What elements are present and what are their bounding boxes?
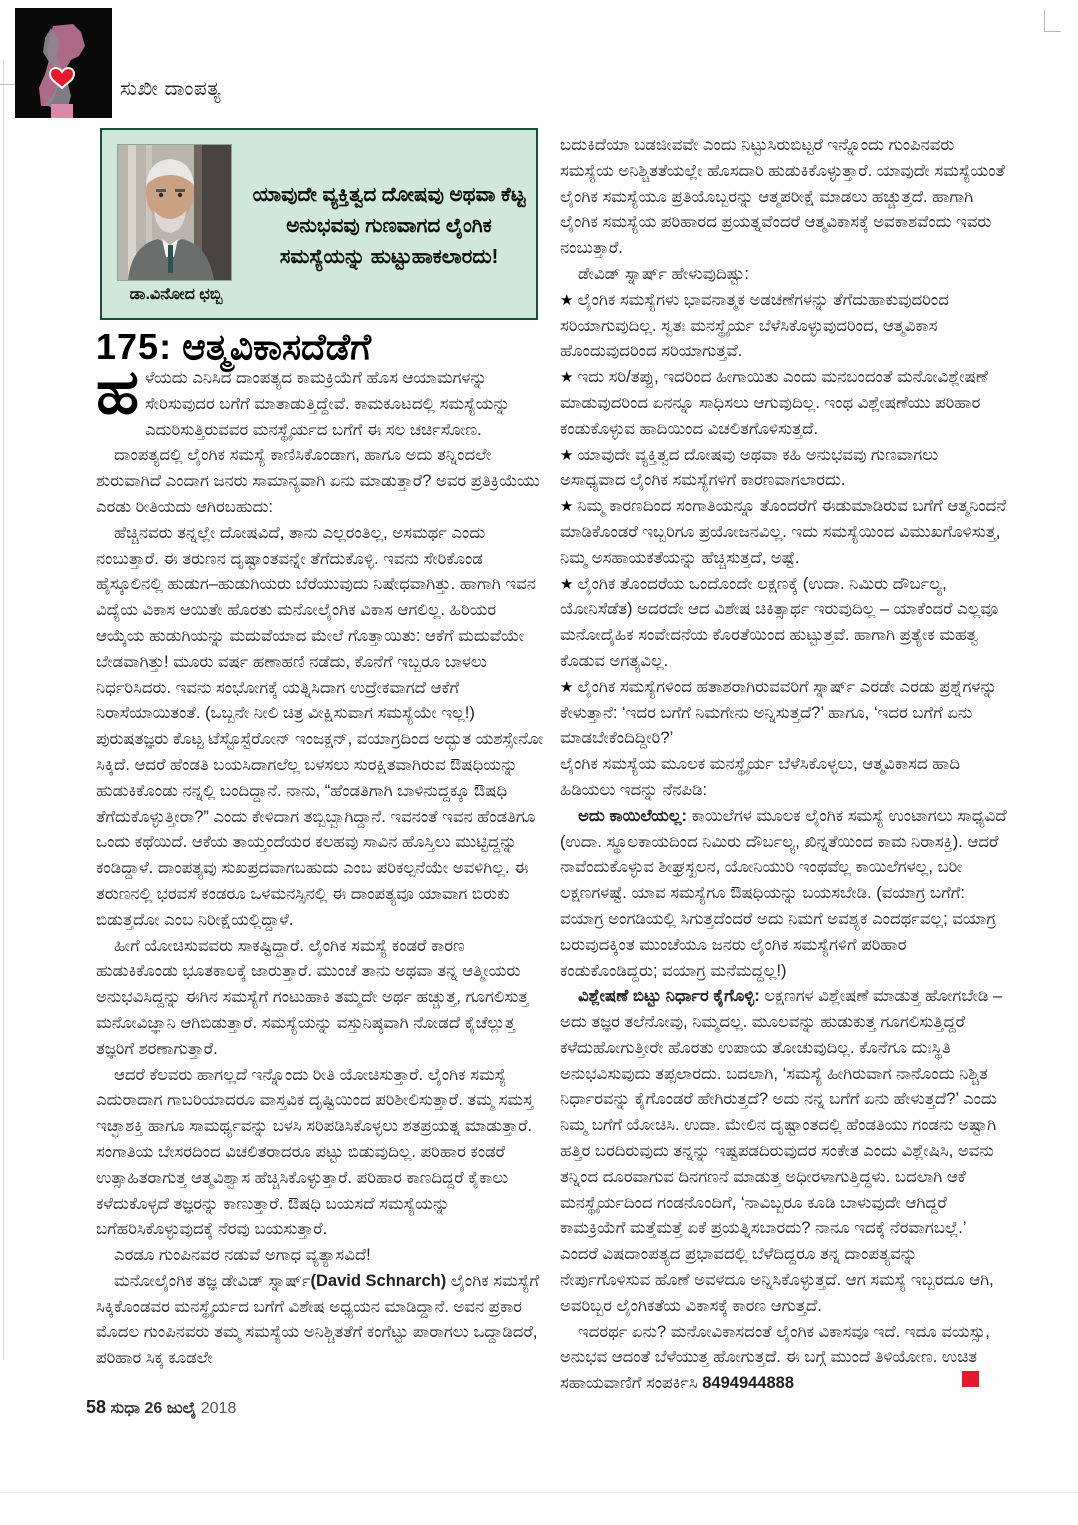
bullet-text: ಲೈಂಗಿಕ ತೊಂದರೆಯ ಒಂದೊಂದೇ ಲಕ್ಷಣಕ್ಕೆ (ಉದಾ. ನಿಮಿರು ದೌರ್ಬಲ್ಯ, ಯೋನಿಸೆಡೆತ) ಅದರದೇ ಆದ ವಿಶೇಷ ಚಿಕಿತ್ಸಾರ್ಥ ಇರುವುದಿಲ್ಲ – ಯಾಕೆಂದರೆ ಎಲ್ಲವೂ ಮನೋದೈಹಿಕ ಸಂವೇದನೆಯ ಕೊರತೆಯಿಂದ ಹುಟ್ಟುತ್ತವೆ. ಹಾಗಾಗಿ ಪ್ರತ್ಯೇಕ ಮಹತ್ವ ಕೊಡುವ ಅಗತ್ಯವಿಲ್ಲ. <box>560 574 999 670</box>
paragraph-text: ಇದರರ್ಥ ಏನು? ಮನೋವಿಕಾಸದಂತೆ ಲೈಂಗಿಕ ವಿಕಾಸವೂ ಇದೆ. ಇದೂ ವಯಸ್ಸು, ಅನುಭವ ಆದಂತೆ ಬೆಳೆಯುತ್ತ ಹೋಗುತ್ತದೆ. ಈ ಬಗ್ಗೆ ಮುಂದೆ ತಿಳಿಯೋಣ. ಉಚಿತ ಸಹಾಯವಾಣಿಗೆ ಸಂಪರ್ಕಿಸಿ <box>560 1322 990 1393</box>
bullet-text: ಇದು ಸರಿ/ತಪ್ಪು, ಇದರಿಂದ ಹೀಗಾಯಿತು ಎಂದು ಮನಬಂದಂತೆ ಮನೋವಿಶ್ಲೇಷಣೆ ಮಾಡುವುದರಿಂದ ಏನನ್ನೂ ಸಾಧಿಸಲು ಆಗುವುದಿಲ್ಲ. ಇಂಥ ವಿಶ್ಲೇಷಣೆಯು ಪರಿಹಾರ ಕಂಡುಕೊಳ್ಳುವ ಹಾದಿಯಿಂದ ವಿಚಲಿತಗೊಳಿಸುತ್ತದೆ. <box>560 368 988 438</box>
point-lead: ಅದು ಕಾಯಿಲೆಯಲ್ಲ: <box>578 806 687 825</box>
paragraph <box>560 804 1008 985</box>
author-quote: ಯಾವುದೇ ವ್ಯಕ್ತಿತ್ವದ ದೋಷವು ಅಥವಾ ಕೆಟ್ಟ ಅನುಭವವು ಗುಣವಾಗದ ಲೈಂಗಿಕ ಸಮಸ್ಯೆಯನ್ನು ಹುಟ್ಟುಹಾಕಲಾರದು! <box>252 183 526 268</box>
couple-silhouette-heart-icon <box>15 8 112 118</box>
section-logo <box>15 8 112 118</box>
paragraph-text: ಲಕ್ಷಣಗಳ ವಿಶ್ಲೇಷಣೆ ಮಾಡುತ್ತ ಹೋಗಬೇಡಿ – ಅದು ತಜ್ಞರ ತಲೆನೋವು, ನಿಮ್ಮದಲ್ಲ. ಮೂಲವನ್ನು ಹುಡುಕುತ್ತ ಗೂಗಲಿಸುತ್ತಿದ್ದರೆ ಕಳೆದುಹೋಗುತ್ತೀರೇ ಹೊರತು ಉಪಾಯ ತೋಚುವುದಿಲ್ಲ. ಕೊನೆಗೂ ದುಃಸ್ಥಿತಿ ಅನುಭವಿಸುವುದು ತಪ್ಪಲಾರದು. ಬದಲಾಗಿ, ‘ಸಮಸ್ಯೆ ಹೀಗಿರುವಾಗ ನಾನೊಂದು ನಿಶ್ಚಿತ ನಿರ್ಧಾರವನ್ನು ಕೈಗೊಂಡರೆ ಹೇಗಿರುತ್ತದೆ? ಅದು ನನ್ನ ಬಗೆಗೆ ಏನು ಹೇಳುತ್ತದೆ?’ ಎಂದು ನಿಮ್ಮ ಬಗೆಗೆ ಯೋಚಿಸಿ. ಉದಾ. ಮೇಲಿನ ದೃಷ್ಟಾಂತದಲ್ಲಿ ಹೆಂಡತಿಯು ಗಂಡನು ಅಷ್ಟಾಗಿ ಹತ್ತಿರ ಬರದಿರುವುದು ತನ್ನನ್ನು ಇಷ್ಟಪಡದಿರುವುದರ ಸಂಕೇತ ಎಂದು ವಿಶ್ಲೇಷಿಸಿ, ಅವನು ತನ್ನಿಂದ ದೂರವಾಗುವ ದಿನಗಣನೆ ಮಾಡುತ್ತ ಅಧೀರಳಾಗುತ್ತಿದ್ದಳು. ಬದಲಾಗಿ ಆಕೆ ಮನಸ್ಥೈರ್ಯದಿಂದ ಗಂಡನೊಂದಿಗೆ, ‘ನಾವಿಬ್ಬರೂ ಕೂಡಿ ಬಾಳುವುದೇ ಆಗಿದ್ದರೆ ಕಾಮಕ್ರಿಯೆಗೆ ಮತ್ತೆಮತ್ತೆ ಏಕೆ ಪ್ರಯತ್ನಿಸಬಾರದು? ನಾನೂ ಇದಕ್ಕೆ ನೆರವಾಗಬಲ್ಲೆ.’ ಎಂದರೆ ವಿಷದಾಂಪತ್ಯದ ಪ್ರಭಾವದಲ್ಲಿ ಬೆಳೆದಿದ್ದರೂ ತನ್ನ ದಾಂಪತ್ಯವನ್ನು ನೇರ್ಪುಗೊಳಿಸುವ ಹೊಣೆ ಅವಳದೂ ಅನ್ನಿಸಿಕೊಳ್ಳುತ್ತದೆ. ಆಗ ಸಮಸ್ಯೆ ಇಬ್ಬರದೂ ಆಗಿ, ಅವರಿಬ್ಬರ ಲೈಂಗಿಕತೆಯ ವಿಕಾಸಕ್ಕೆ ಕಾರಣ ಆಗುತ್ತದೆ. <box>560 987 1003 1315</box>
bullet-text: ಲೈಂಗಿಕ ಸಮಸ್ಯೆಗಳಿಂದ ಹತಾಶರಾಗಿರುವವರಿಗೆ ಸ್ನಾರ್ಷ್ ಎರಡೇ ಎರಡು ಪ್ರಶ್ನೆಗಳನ್ನು ಕೇಳುತ್ತಾನೆ: ‘ಇದರ ಬಗೆಗೆ ನಿಮಗೇನು ಅನ್ನಿಸುತ್ತದೆ?’ ಹಾಗೂ, ‘ಇದರ ಬಗೆಗೆ ಏನು ಮಾಡಬೇಕೆಂದಿದ್ದೀರಿ?’ <box>560 677 997 748</box>
scan-page-edge <box>0 1492 1078 1493</box>
crop-mark <box>1044 10 1045 31</box>
scan-artifact-line <box>0 84 16 85</box>
star-bullet-item <box>560 365 1008 442</box>
end-of-article-marker <box>962 1371 979 1387</box>
page-footer <box>86 1397 236 1418</box>
star-icon: ★ <box>560 291 574 309</box>
drop-cap: ಹ <box>96 366 139 427</box>
article-column-2 <box>560 133 1008 1393</box>
paragraph <box>96 1269 548 1372</box>
author-quote-box <box>100 128 538 320</box>
paragraph: ಬದುಕಿದೆಯಾ ಬಡಜೀವವೇ ಎಂದು ನಿಟ್ಟುಸಿರುಬಿಟ್ಟರೆ ಇನ್ನೊಂದು ಗುಂಪಿನವರು ಸಮಸ್ಯೆಯ ಅನಿಶ್ಚಿತತೆಯಲ್ಲೇ ಹೊಸದಾರಿ ಹುಡುಕಿಕೊಳ್ಳುತ್ತಾರೆ. ಯಾವುದೇ ಸಮಸ್ಯೆಯಂತೆ ಲೈಂಗಿಕ ಸಮಸ್ಯೆಯೂ ಪ್ರತಿಯೊಬ್ಬರನ್ನು ಆತ್ಮಪರೀಕ್ಷೆ ಮಾಡಲು ಹಚ್ಚುತ್ತದೆ. ಹಾಗಾಗಿ ಲೈಂಗಿಕ ಸಮಸ್ಯೆಯ ಪರಿಹಾರದ ಪ್ರಯತ್ನವೆಂದರೆ ಆತ್ಮವಿಕಾಸಕ್ಕೆ ಅವಕಾಶವೆಂದು ಇವರು ನಂಬುತ್ತಾರೆ. <box>560 136 1005 258</box>
paragraph: ಹೀಗೆ ಯೋಚಿಸುವವರು ಸಾಕಷ್ಟಿದ್ದಾರೆ. ಲೈಂಗಿಕ ಸಮಸ್ಯೆ ಕಂಡರೆ ಕಾರಣ ಹುಡುಕಿಕೊಂಡು ಭೂತಕಾಲಕ್ಕೆ ಜಾರುತ್ತಾರೆ. ಮುಂಚೆ ತಾನು ಅಥವಾ ತನ್ನ ಆತ್ಮೀಯರು ಅನುಭವಿಸಿದ್ದನ್ನು ಈಗಿನ ಸಮಸ್ಯೆಗೆ ಗಂಟುಹಾಕಿ ತಮ್ಮದೇ ಅರ್ಥ ಹಚ್ಚುತ್ತ, ಗೂಗಲಿಸುತ್ತ ಮನೋವಿಜ್ಞಾನಿ ಆಗಿಬಿಡುತ್ತಾರೆ. ಸಮಸ್ಯೆಯನ್ನು ವಸ್ತುನಿಷ್ಠವಾಗಿ ನೋಡದೆ ಕೈಚೆಲ್ಲುತ್ತ ತಜ್ಞರಿಗೆ ಶರಣಾಗುತ್ತಾರೆ. <box>96 936 529 1058</box>
star-bullet-item <box>560 494 1008 571</box>
paragraph-text: ಳೆಯದು ಎನಿಸಿದ ದಾಂಪತ್ಯದ ಕಾಮಕ್ರಿಯೆಗೆ ಹೊಸ ಆಯಾಮಗಳನ್ನು ಸೇರಿಸುವುದರ ಬಗೆಗೆ ಮಾತಾಡುತ್ತಿದ್ದೇವೆ. ಕಾಮಕೂಟದಲ್ಲಿ ಸಮಸ್ಯೆಯನ್ನು ಎದುರಿಸುತ್ತಿರುವವರ ಮನಸ್ಥೈರ್ಯದ ಬಗೆಗೆ ಈ ಸಲ ಚರ್ಚಿಸೋಣ. <box>144 369 511 439</box>
paragraph: ಲೈಂಗಿಕ ಸಮಸ್ಯೆಯ ಮೂಲಕ ಮನಸ್ಥೈರ್ಯ ಬೆಳೆಸಿಕೊಳ್ಳಲು, ಆತ್ಮವಿಕಾಸದ ಹಾದಿ ಹಿಡಿಯಲು ಇದನ್ನು ನೆನಪಿಡಿ: <box>560 755 960 799</box>
star-icon: ★ <box>560 446 574 464</box>
author-photo <box>117 144 232 281</box>
helpline-number: 8494944888 <box>702 1374 794 1393</box>
page-number: 58 <box>86 1397 107 1417</box>
star-bullet-item <box>560 675 1008 752</box>
issue-year: 2018 <box>200 1400 237 1417</box>
paragraph-text: ಕಾಯಿಲೆಗಳ ಮೂಲಕ ಲೈಂಗಿಕ ಸಮಸ್ಯೆ ಉಂಟಾಗಲು ಸಾಧ್ಯವಿದೆ (ಉದಾ. ಸ್ಥೂಲಕಾಯದಿಂದ ನಿಮಿರು ದೌರ್ಬಲ್ಯ, ಖಿನ್ನತೆಯಿಂದ ಕಾಮ ನಿರಾಸಕ್ತಿ). ಆದರೆ ನಾವೆಂದುಕೊಳ್ಳುವ ಶೀಘ್ರಸ್ಖಲನ, ಯೋನಿಯುರಿ ಇಂಥವೆಲ್ಲ ಕಾಯಿಲೆಗಳಲ್ಲ, ಬರೀ ಲಕ್ಷಣಗಳಷ್ಟೆ. ಯಾವ ಸಮಸ್ಯೆಗೂ ಔಷಧಿಯನ್ನು ಬಯಸಬೇಡಿ. (ವಯಾಗ್ರ ಬಗೆಗೆ: ವಯಾಗ್ರ ಅಂಗಡಿಯಲ್ಲಿ ಸಿಗುತ್ತದೆಂದರೆ ಅದು ನಿಮಗೆ ಅವಶ್ಯಕ ಎಂದರ್ಥವಲ್ಲ; ವಯಾಗ್ರ ಬರುವುದಕ್ಕಿಂತ ಮುಂಚೆಯೂ ಜನರು ಲೈಂಗಿಕ ಸಮಸ್ಯೆಗಳಿಗೆ ಪರಿಹಾರ ಕಂಡುಕೊಂಡಿದ್ದರು; ವಯಾಗ್ರ ಮನೆಮದ್ದಲ್ಲ!) <box>560 806 1007 980</box>
star-icon: ★ <box>560 575 574 593</box>
article-number: 175: <box>96 326 173 367</box>
paragraph-text: ಲೈಂಗಿಕ ಸಮಸ್ಯೆಗೆ ಸಿಕ್ಕಿಕೊಂಡವರ ಮನಸ್ಥೈರ್ಯದ ಬಗೆಗೆ ವಿಶೇಷ ಅಧ್ಯಯನ ಮಾಡಿದ್ದಾನೆ. ಅವನ ಪ್ರಕಾರ ಮೊದಲ ಗುಂಪಿನವರು ತಮ್ಮ ಸಮಸ್ಯೆಯ ಅನಿಶ್ಚಿತತೆಗೆ ಕಂಗೆಟ್ಟು ಪಾರಾಗಲು ಒದ್ದಾಡಿದರೆ, ಪರಿಹಾರ ಸಿಕ್ಕ ಕೂಡಲೇ <box>96 1271 540 1368</box>
crop-mark <box>1044 31 1061 32</box>
magazine-name: ಸುಧಾ <box>110 1400 141 1417</box>
paragraph <box>560 984 1008 1319</box>
star-bullet-item <box>560 572 1008 675</box>
author-name: ಡಾ.ವಿನೋದ ಛಬ್ಬಿ <box>129 286 223 303</box>
paragraph: ಡೇವಿಡ್ ಸ್ನಾರ್ಷ್ ಹೇಳುವುದಿಷ್ಟು: <box>578 264 749 283</box>
section-title: ಸುಖೀ ದಾಂಪತ್ಯ <box>120 78 222 100</box>
paragraph: ದಾಂಪತ್ಯದಲ್ಲಿ ಲೈಂಗಿಕ ಸಮಸ್ಯೆ ಕಾಣಿಸಿಕೊಂಡಾಗ, ಹಾಗೂ ಅದು ತನ್ನಿಂದಲೇ ಶುರುವಾಗಿದೆ ಎಂದಾಗ ಜನರು ಸಾಮಾನ್ಯವಾಗಿ ಏನು ಮಾಡುತ್ತಾರೆ? ಅವರ ಪ್ರತಿಕ್ರಿಯೆಯು ಎರಡು ರೀತಿಯದು ಆಗಿರಬಹುದು: <box>96 446 540 516</box>
bullet-text: ಲೈಂಗಿಕ ಸಮಸ್ಯೆಗಳು ಭಾವನಾತ್ಮಕ ಅಡಚಣೆಗಳನ್ನು ತೆಗೆದುಹಾಕುವುದರಿಂದ ಸರಿಯಾಗುವುದಿಲ್ಲ. ಸ್ವತಃ ಮನಸ್ಥೈರ್ಯ ಬೆಳೆಸಿಕೊಳ್ಳುವುದರಿಂದ, ಆತ್ಮವಿಕಾಸ ಹೊಂದುವುದರಿಂದ ಸರಿಯಾಗುತ್ತವೆ. <box>560 290 949 361</box>
scan-page-edge <box>3 60 4 1360</box>
paragraph: ಎರಡೂ ಗುಂಪಿನವರ ನಡುವೆ ಅಗಾಧ ವ್ಯತ್ಯಾಸವಿದೆ! <box>114 1246 371 1265</box>
bullet-text: ಯಾವುದೇ ವ್ಯಕ್ತಿತ್ವದ ದೋಷವು ಅಥವಾ ಕಹಿ ಅನುಭವವು ಗುಣವಾಗಲು ಅಸಾಧ್ಯವಾದ ಲೈಂಗಿಕ ಸಮಸ್ಯೆಗಳಿಗೆ ಕಾರಣವಾಗಲಾರದು. <box>560 445 939 490</box>
paragraph <box>560 1320 1008 1393</box>
expert-name-english: (David Schnarch) <box>310 1271 447 1290</box>
paragraph: ಆದರೆ ಕೆಲವರು ಹಾಗಲ್ಲದೆ ಇನ್ನೊಂದು ರೀತಿ ಯೋಚಿಸುತ್ತಾರೆ. ಲೈಂಗಿಕ ಸಮಸ್ಯೆ ಎದುರಾದಾಗ ಗಾಬರಿಯಾದರೂ ವಾಸ್ತವಿಕ ದೃಷ್ಟಿಯಿಂದ ಪರಿಶೀಲಿಸುತ್ತಾರೆ. ತಮ್ಮ ಸಮಸ್ತ ಇಚ್ಛಾಶಕ್ತಿ ಹಾಗೂ ಸಾಮರ್ಥ್ಯವನ್ನು ಬಳಸಿ ಸರಿಪಡಿಸಿಕೊಳ್ಳಲು ಶತಪ್ರಯತ್ನ ಮಾಡುತ್ತಾರೆ. ಸಂಗಾತಿಯ ಬೇಸರದಿಂದ ವಿಚಲಿತರಾದರೂ ಪಟ್ಟು ಬಿಡುವುದಿಲ್ಲ. ಪರಿಹಾರ ಕಂಡರೆ ಉತ್ಸಾಹಿತರಾಗುತ್ತ ಆತ್ಮವಿಶ್ವಾಸ ಹೆಚ್ಚಿಸಿಕೊಳ್ಳುತ್ತಾರೆ. ಪರಿಹಾರ ಕಾಣದಿದ್ದರೆ ಕೈಕಾಲು ಕಳೆದುಕೊಳ್ಳದೆ ತಜ್ಞರನ್ನು ಕಾಣುತ್ತಾರೆ. ಔಷಧಿ ಬಯಸದೆ ಸಮಸ್ಯೆಯನ್ನು ಬಗೆಹರಿಸಿಕೊಳ್ಳುವುದಕ್ಕೆ ನೆರವು ಬಯಸುತ್ತಾರೆ. <box>96 1065 534 1239</box>
point-lead: ವಿಶ್ಲೇಷಣೆ ಬಿಟ್ಟು ನಿರ್ಧಾರ ಕೈಗೊಳ್ಳಿ: <box>578 987 760 1006</box>
star-icon: ★ <box>560 498 574 516</box>
star-icon: ★ <box>560 678 574 696</box>
article-title: ಆತ್ಮವಿಕಾಸದೆಡೆಗೆ <box>182 326 372 367</box>
issue-date: 26 ಜುಲೈ <box>144 1400 197 1417</box>
article-column-1 <box>96 366 548 1394</box>
bullet-text: ನಿಮ್ಮ ಕಾರಣದಿಂದ ಸಂಗಾತಿಯನ್ನೂ ತೊಂದರೆಗೆ ಈಡುಮಾಡಿರುವ ಬಗೆಗೆ ಆತ್ಮನಿಂದನೆ ಮಾಡಿಕೊಂಡರೆ ಇಬ್ಬರಿಗೂ ಪ್ರಯೋಜನವಿಲ್ಲ. ಇದು ಸಮಸ್ಯೆಯಿಂದ ವಿಮುಖಗೊಳಿಸುತ್ತ, ನಿಮ್ಮ ಅಸಹಾಯಕತೆಯನ್ನು ಹೆಚ್ಚಿಸುತ್ತದೆ, ಅಷ್ಟೆ. <box>560 497 1007 567</box>
paragraph: ಹೆಚ್ಚಿನವರು ತನ್ನಲ್ಲೇ ದೋಷವಿದೆ, ತಾನು ಎಲ್ಲರಂತಿಲ್ಲ, ಅಸಮರ್ಥ ಎಂದು ನಂಬುತ್ತಾರೆ. ಈ ತರುಣನ ದೃಷ್ಟಾಂತವನ್ನೇ ತೆಗೆದುಕೊಳ್ಳಿ. ಇವನು ಸೇರಿಕೊಂಡ ಹೈಸ್ಕೂಲಿನಲ್ಲಿ ಹುಡುಗ–ಹುಡುಗಿಯರು ಬೆರೆಯುವುದು ನಿಷೇಧವಾಗಿತ್ತು. ಹಾಗಾಗಿ ಇವನ ವಿದ್ಯೆಯ ವಿಕಾಸ ಆಯಿತೇ ಹೊರತು ಮನೋಲೈಂಗಿಕ ವಿಕಾಸ ಆಗಲಿಲ್ಲ. ಹಿರಿಯರ ಆಯ್ಕೆಯ ಹುಡುಗಿಯನ್ನು ಮದುವೆಯಾದ ಮೇಲೆ ಗೊತ್ತಾಯಿತು: ಆಕೆಗೆ ಮದುವೆಯೇ ಬೇಡವಾಗಿತ್ತು! ಮೂರು ವರ್ಷ ಹಣಾಹಣಿ ನಡೆದು, ಕೊನೆಗೆ ಇಬ್ಬರೂ ಬಾಳಲು ನಿರ್ಧರಿಸಿದರು. ಇವನು ಸಂಭೋಗಕ್ಕೆ ಯತ್ನಿಸಿದಾಗ ಉದ್ರೇಕವಾಗದೆ ಆಕೆಗೆ ನಿರಾಸೆಯಾಯಿತಂತೆ. (ಒಬ್ಬನೇ ನೀಲಿ ಚಿತ್ರ ವೀಕ್ಷಿಸುವಾಗ ಸಮಸ್ಯೆಯೇ ಇಲ್ಲ!) ಪುರುಷತಜ್ಞರು ಕೊಟ್ಟ ಟೆಸ್ಟೊಸ್ಟೆರೋನ್ ಇಂಜಕ್ಷನ್, ವಯಾಗ್ರದಿಂದ ಅದ್ಭುತ ಯಶಸ್ಸೇನೋ ಸಿಕ್ಕಿದೆ. ಆದರೆ ಹೆಂಡತಿ ಬಯಸಿದಾಗಲೆಲ್ಲ ಬಳಸಲು ಸುರಕ್ಷಿತವಾಗಿರುವ ಔಷಧಿಯನ್ನು ಹುಡುಕಿಕೊಂಡು ನನ್ನಲ್ಲಿ ಬಂದಿದ್ದಾನೆ. ನಾನು, “ಹೆಂಡತಿಗಾಗಿ ಬಾಳಿನುದ್ದಕ್ಕೂ ಔಷಧಿ ತೆಗೆದುಕೊಳ್ಳುತ್ತೀರಾ?” ಎಂದು ಕೇಳಿದಾಗ ತಬ್ಬಿಬ್ಬಾಗಿದ್ದಾನೆ. ಇವನಂತೆ ಇವನ ಹೆಂಡತಿಗೂ ಒಂದು ಕಥೆಯಿದೆ. ಆಕೆಯ ತಾಯ್ತಂದೆಯರ ಕಲಹವು ಸಾವಿನ ಹೊಸ್ತಿಲು ಮುಟ್ಟಿದ್ದನ್ನು ಕಂಡಿದ್ದಾಳೆ. ದಾಂಪತ್ಯವು ಸುಖಪ್ರದವಾಗಬಹುದು ಎಂಬ ಪರಿಕಲ್ಪನೆಯೇ ಅವಳಿಗಿಲ್ಲ. ಈ ತರುಣನಲ್ಲಿ ಭರವಸೆ ಕಂಡರೂ ಒಳಮನಸ್ಸಿನಲ್ಲಿ ಈ ದಾಂಪತ್ಯವೂ ಯಾವಾಗ ಬಿರುಕು ಬಿಡುತ್ತದೋ ಎಂಬ ನಿರೀಕ್ಷೆಯಲ್ಲಿದ್ದಾಳೆ. <box>96 523 544 929</box>
star-bullet-item <box>560 288 1008 365</box>
article-headline <box>96 326 556 369</box>
paragraph-text: ಮನೋಲೈಂಗಿಕ ತಜ್ಞ ಡೇವಿಡ್ ಸ್ನಾರ್ಷ್ <box>114 1271 311 1290</box>
paragraph <box>96 366 548 443</box>
star-bullet-item <box>560 443 1008 495</box>
star-icon: ★ <box>560 369 574 387</box>
